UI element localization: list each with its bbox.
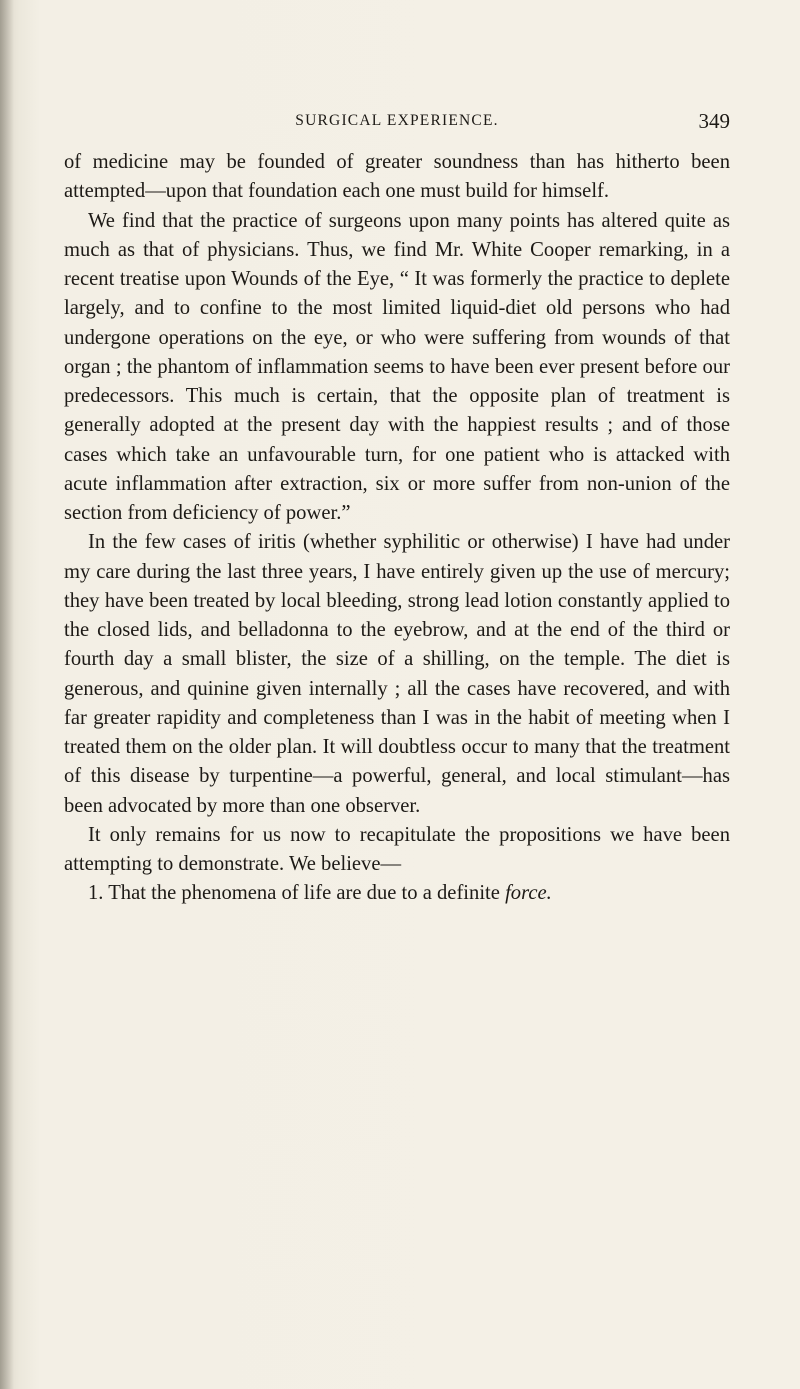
proposition-1-text: 1. That the phenomena of life are due to a definite [88,882,500,905]
proposition-1 [64,879,730,908]
body-text [64,148,730,909]
paragraph-iritis: In the few cases of iritis (whether syphilitic or otherwise) I have had under my care during the last three years, I have entirely given up the use of mercury; they have been treated by local bleeding, strong lead lotion constantly applied to the closed lids, and belladonna to the eyebrow, and at the end of the third or fourth day a small blister, the size of a shilling, on the temple. The diet is generous, and quinine given internally ; all the cases have recovered, and with far greater rapidity and completeness than I was in the habit of meeting when I treated them on the older plan. It will doubtless occur to many that the treatment of this disease by turpentine—a powerful, general, and local stimulant—has been advocated by more than one observer. [64,531,730,817]
running-head: SURGICAL EXPERIENCE. [295,112,499,129]
paragraph-continuation: of medicine may be founded of greater soundness than has hitherto been attempted—upon that foundation each one must build for himself. [64,151,730,203]
proposition-1-emphasis: force. [505,882,552,905]
paragraph-recapitulation: It only remains for us now to recapitulate the propositions we have been attempting to demonstrate. We believe— [64,823,730,875]
spine-shadow [0,0,14,1389]
paragraph-surgeons-practice: We find that the practice of surgeons upon many points has altered quite as much as that of physicians. Thus, we find Mr. White Cooper remarking, in a recent treatise upon Wounds of the Eye, “ It was formerly the practice to deplete largely, and to confine to the most limited liquid-diet old persons who had undergone operations on the eye, or who were suffering from wounds of that organ ; the phantom of inflammation seems to have been ever present before our predecessors. This much is certain, that the opposite plan of treatment is generally adopted at the present day with the happiest results ; and of those cases which take an unfavourable turn, for one patient who is attacked with acute inflammation after extraction, six or more suffer from non-union of the section from deficiency of power.” [64,209,730,524]
page-number: 349 [698,109,730,133]
page-header [64,109,730,136]
